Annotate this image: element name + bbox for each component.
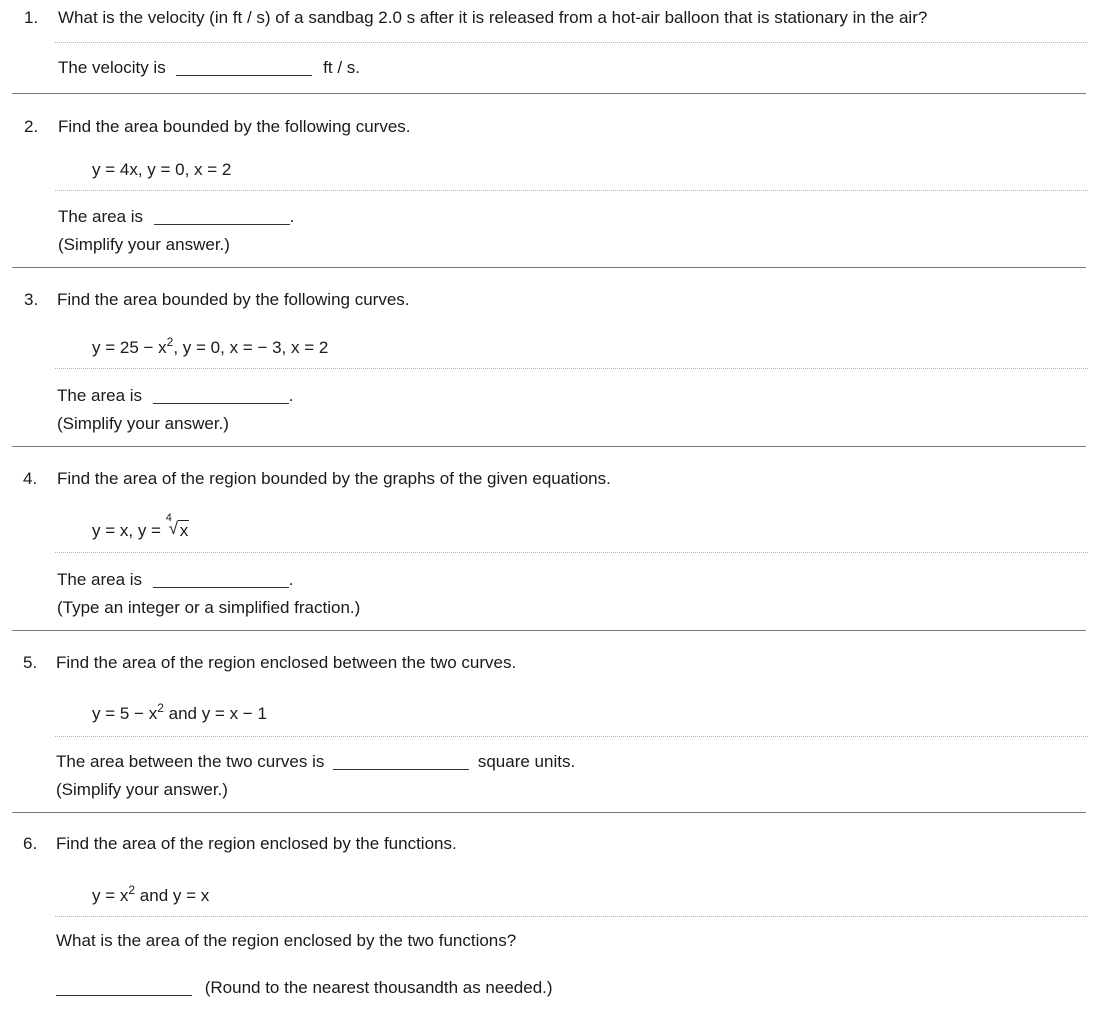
answer-line: [57, 570, 294, 590]
equation: y = 4x, y = 0, x = 2: [92, 160, 232, 179]
answer-prefix: The area is: [58, 207, 144, 226]
answer-prefix: The velocity is: [58, 58, 166, 77]
answer-blank[interactable]: [153, 570, 289, 588]
question-number: 6.: [23, 834, 38, 853]
divider-dotted: [55, 552, 1088, 553]
equation: y = x, y = 4 √ x: [92, 512, 189, 540]
divider-dotted: [55, 916, 1088, 917]
equation: $y = 5 - x^2$ and y = x − 1: [92, 701, 267, 723]
answer-suffix: .: [289, 207, 295, 226]
divider-dotted: [55, 368, 1088, 369]
answer-blank[interactable]: [154, 207, 290, 225]
divider: [12, 446, 1086, 447]
answer-instruction: (Round to the nearest thousandth as needed.): [204, 978, 553, 997]
answer-instruction: (Simplify your answer.): [56, 780, 228, 799]
question-text: Find the area bounded by the following curves.: [57, 290, 410, 309]
question-text: Find the area bounded by the following curves.: [58, 117, 411, 136]
divider: [12, 93, 1086, 94]
answer-suffix: ft / s.: [323, 58, 361, 77]
divider: [12, 630, 1086, 631]
fourth-root: 4 √ x: [165, 512, 189, 540]
answer-instruction: (Simplify your answer.): [57, 414, 229, 433]
question-number: 2.: [24, 117, 39, 136]
answer-line: [58, 207, 295, 227]
answer-suffix: square units.: [477, 752, 576, 771]
answer-line: [56, 978, 553, 998]
question-text: What is the velocity (in ft / s) of a sandbag 2.0 s after it is released from a hot-air balloon that is stationary in the air?: [58, 8, 928, 27]
divider-dotted: [55, 42, 1088, 43]
equation: $y = 25 - x^2$, y = 0, x = − 3, x = 2: [92, 335, 329, 357]
answer-line: [58, 58, 360, 78]
divider-dotted: [55, 736, 1088, 737]
divider: [12, 812, 1086, 813]
answer-suffix: .: [288, 386, 294, 405]
question-number: 1.: [24, 8, 39, 27]
answer-blank[interactable]: [56, 978, 192, 996]
answer-blank[interactable]: [176, 58, 312, 76]
question-number: 4.: [23, 469, 38, 488]
divider: [12, 267, 1086, 268]
answer-prefix: The area is: [57, 570, 143, 589]
question-text: Find the area of the region bounded by the graphs of the given equations.: [57, 469, 611, 488]
question-prompt: What is the area of the region enclosed by the two functions?: [56, 931, 517, 950]
equation: $y = x^2$ and y = x: [92, 883, 210, 905]
answer-blank[interactable]: [153, 386, 289, 404]
answer-instruction: (Type an integer or a simplified fraction.): [57, 598, 361, 617]
answer-line: [57, 386, 294, 406]
answer-blank[interactable]: [333, 752, 469, 770]
question-text: Find the area of the region enclosed by the functions.: [56, 834, 457, 853]
question-number: 5.: [23, 653, 38, 672]
question-text: Find the area of the region enclosed between the two curves.: [56, 653, 517, 672]
divider-dotted: [55, 190, 1088, 191]
answer-instruction: (Simplify your answer.): [58, 235, 230, 254]
answer-suffix: .: [288, 570, 294, 589]
answer-prefix: The area between the two curves is: [56, 752, 325, 771]
question-number: 3.: [24, 290, 39, 309]
answer-prefix: The area is: [57, 386, 143, 405]
answer-line: [56, 752, 575, 772]
